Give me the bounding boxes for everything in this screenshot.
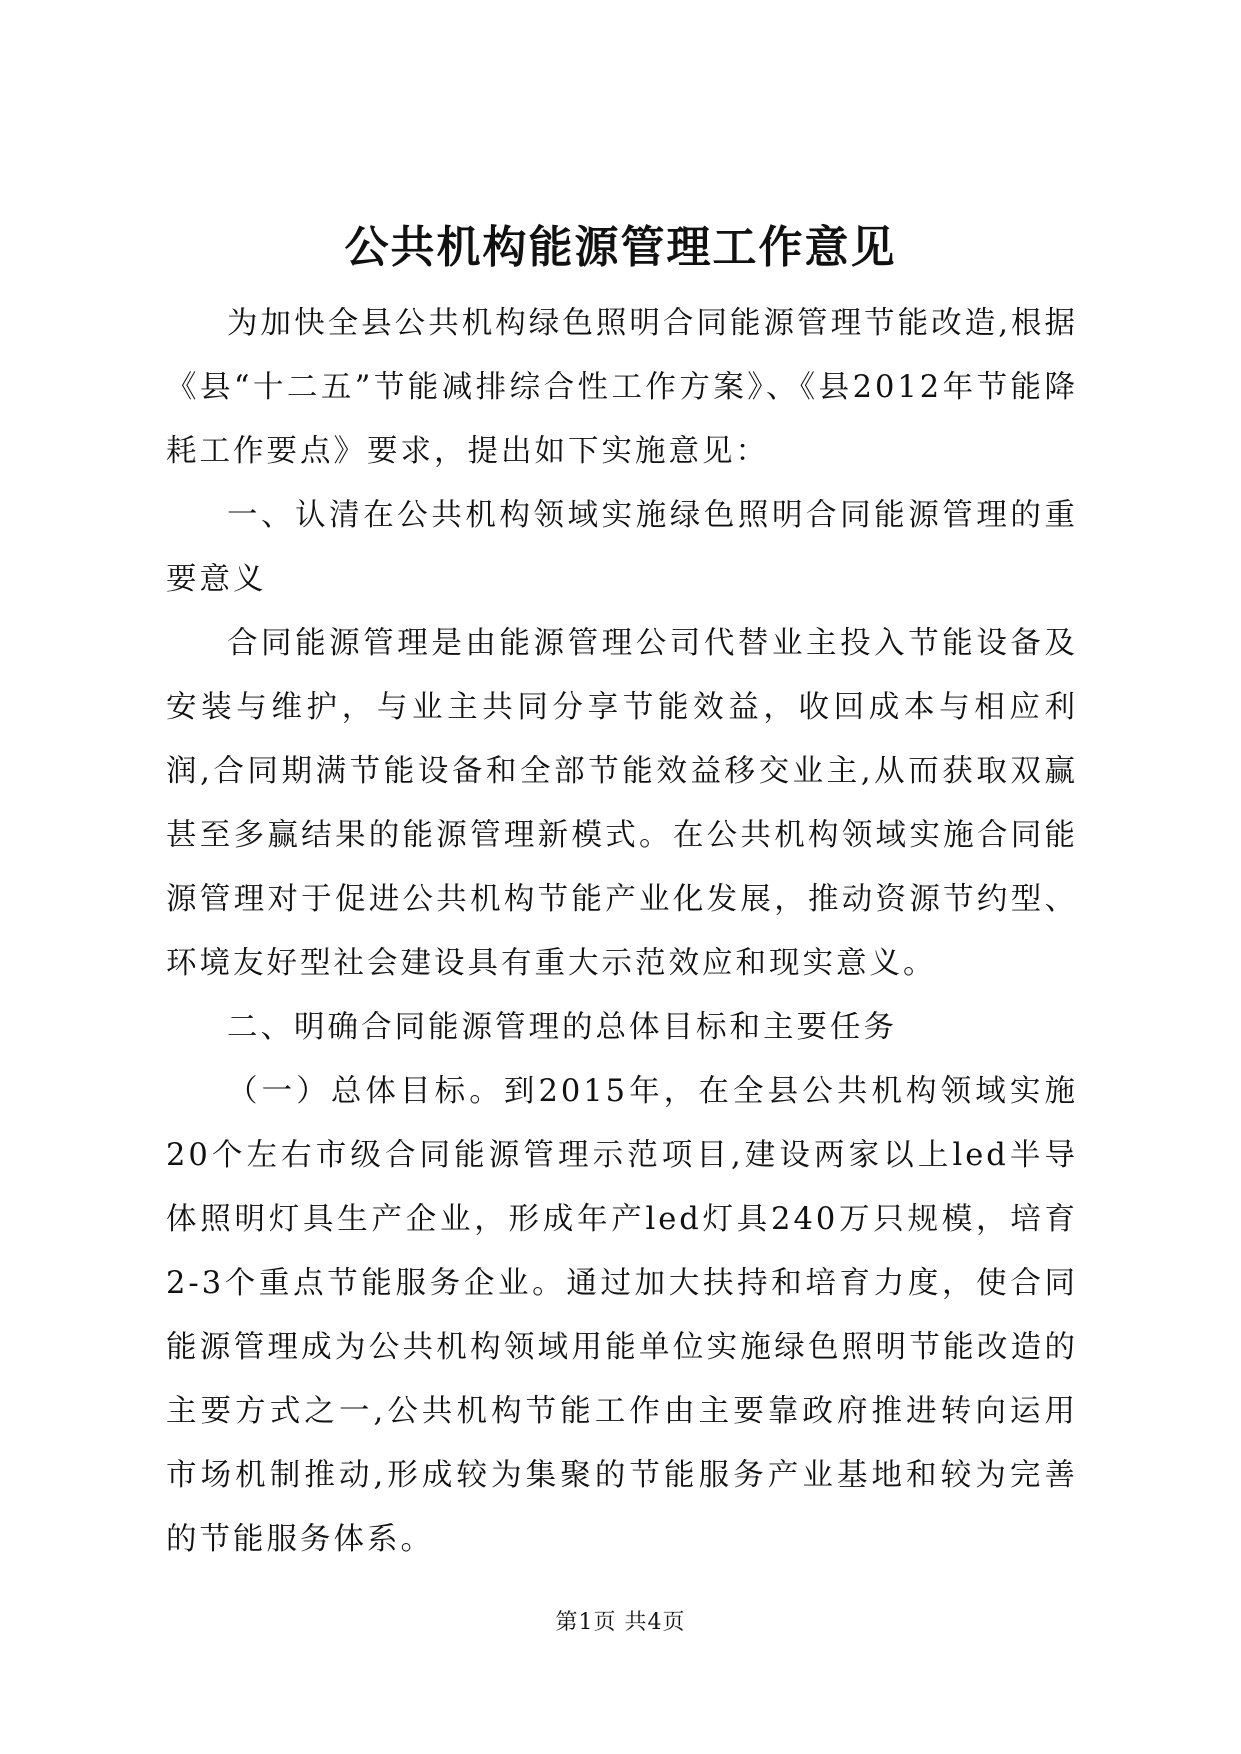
section-heading-2: 二、明确合同能源管理的总体目标和主要任务	[227, 1010, 897, 1045]
document-title: 公共机构能源管理工作意见	[344, 222, 897, 273]
section-2-paragraph: （一）总体目标。到2015年，在全县公共机构领域实施20个左右市级合同能源管理示范项目,建设两家以上led半导体照明灯具生产企业，形成年产led灯具240万只规模，培育2-3个重点节能服务企业。通过加大扶持和培育力度，使合同能源管理成为公共机构领域用能单位实施绿色照明节能改造的主要方式之一,公共机构节能工作由主要靠政府推进转向运用市场机制推动,形成较为集聚的节能服务产业基地和较为完善的节能服务体系。	[166, 1074, 1078, 1557]
page-number-footer: 第1页 共4页	[555, 1610, 686, 1635]
section-1-paragraph: 合同能源管理是由能源管理公司代替业主投入节能设备及安装与维护，与业主共同分享节能效益，收回成本与相应利润,合同期满节能设备和全部节能效益移交业主,从而获取双赢甚至多赢结果的能源管理新模式。在公共机构领域实施合同能源管理对于促进公共机构节能产业化发展，推动资源节约型、环境友好型社会建设具有重大示范效应和现实意义。	[166, 626, 1078, 981]
section-heading-1: 一、认清在公共机构领域实施绿色照明合同能源管理的重要意义	[166, 498, 1078, 597]
intro-paragraph: 为加快全县公共机构绿色照明合同能源管理节能改造,根据《县“十二五”节能减排综合性工作方案》、《县2012年节能降耗工作要点》要求，提出如下实施意见：	[166, 306, 1078, 469]
document-body	[166, 292, 1078, 1572]
